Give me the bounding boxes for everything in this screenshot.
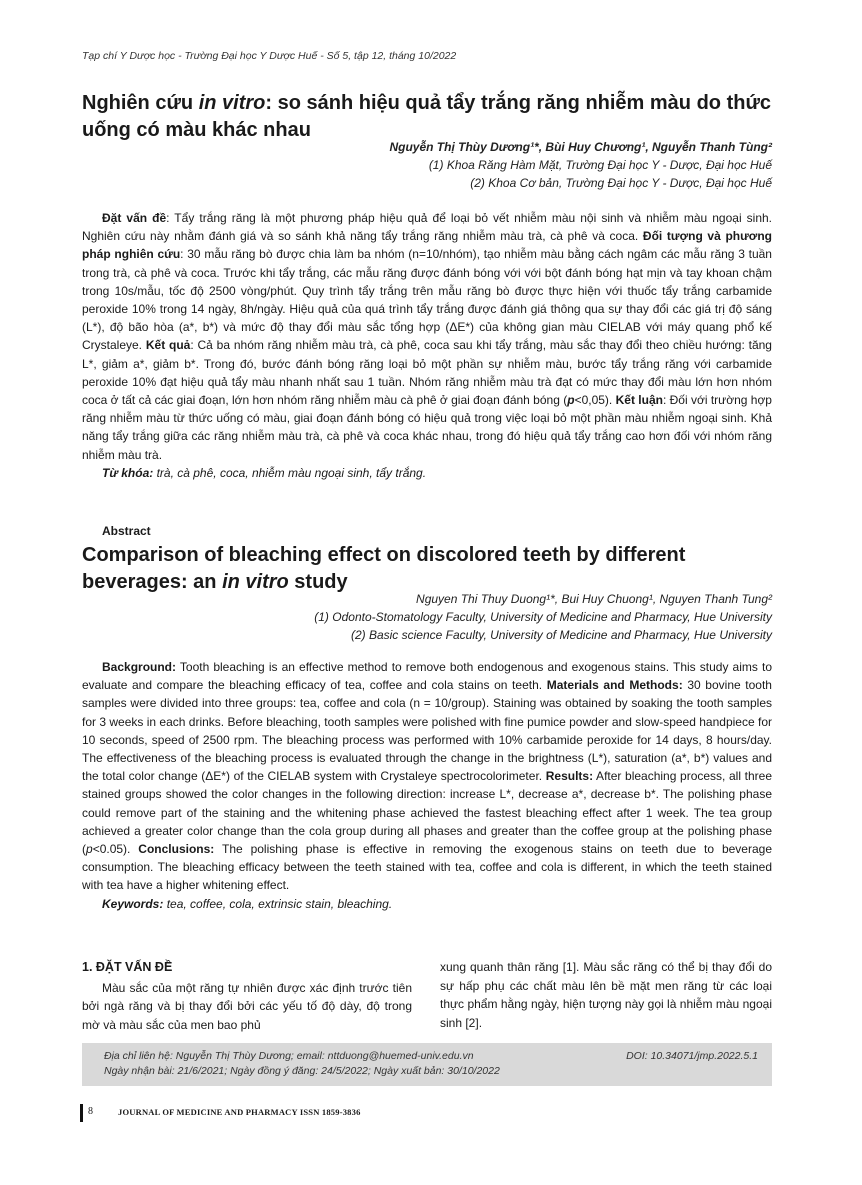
affiliation-vi-2: (2) Khoa Cơ bản, Trường Đại học Y - Dược, Đại học Huế: [470, 176, 772, 190]
affiliation-en-2: (2) Basic science Faculty, University of Medicine and Pharmacy, Hue University: [350, 628, 772, 642]
en-conclusion-label: Conclusions:: [138, 842, 215, 857]
title-vi-part1: Nghiên cứu: [82, 92, 199, 114]
section-1-left-text: Màu sắc của một răng tự nhiên được xác định trước tiên bởi ngà răng và bị thay đổi bởi các yếu tố độ dày, độ trong mờ và màu sắc của men bao phủ: [82, 980, 412, 1032]
en-conclusion-text: The polishing phase is effective in removing the exogenous stains on teeth due to beverage consumption. The bleaching efficacy between the teeth stained with tea, coffee and cola is different, in which the teeth stained with tea have a higher whitening effect.: [82, 842, 772, 893]
vi-conclusion-label: Kết luận: [615, 393, 663, 408]
vi-results-label: Kết quả: [145, 338, 191, 353]
en-background-label: Background:: [102, 660, 177, 674]
vi-methods-text: : 30 mẫu răng bò được chia làm ba nhóm (n=10/nhóm), tạo nhiễm màu bằng cách ngâm các mẫu răng 3 tuần trong trà, cà phê và coca. Trước khi tẩy trắng, các mẫu răng được đánh bóng với với bột đánh bóng hạt mịn và tay khoan chậm trong 10s/mẫu, tốc độ 2500 vòng/phút. Quy trình tẩy trắng trên mẫu răng bò được thực hiện với thuốc tẩy trắng carbamide peroxide 10% trong 14 ngày, 8h/ngày. Hiệu quả của quá trình tẩy trắng được đánh giá thông qua sự thay đổi các giá trị độ sáng (L*), độ bão hòa (a*, b*) và mức độ thay đổi màu sắc tổng hợp (ΔE*) của không gian màu CIELAB với máy quang phổ kế Crystaleye.: [82, 247, 772, 353]
keywords-en-text: tea, coffee, cola, extrinsic stain, bleaching.: [163, 896, 393, 911]
en-results-text: After bleaching process, all three stained groups showed the color changes in the following direction: increase L*, decrease a*, decrease b*. The polishing phase could remove part of the staining and the whitening phase achieved the fastest bleaching effect after 1 week. The tea group achieved a greater color change than the cola group during all phases and greater than the coffee group at the polishing phase (: [82, 769, 772, 857]
keywords-vi-label: Từ khóa:: [102, 465, 154, 480]
title-en-part2: study: [288, 571, 348, 593]
en-p-value: <0.05).: [92, 842, 131, 857]
abstract-vi-body: [82, 209, 772, 464]
title-english: [82, 542, 782, 596]
vi-conclusion-text: : Đối với trường hợp răng nhiễm màu từ thức uống có màu, giai đoạn đánh bóng có hiệu quả trong việc loại bỏ một phần màu nhiễm ngoại sinh. Khả năng tẩy trắng giữa các răng nhiễm màu trà, cà phê và coca khác nhau, trong đó hiệu quả tẩy trắng cao hơn đối với nhóm răng nhiễm màu trà.: [82, 393, 772, 462]
title-vi-part2: : so sánh hiệu quả tẩy trắng răng nhiễm màu do thức uống có màu khác nhau: [82, 92, 772, 141]
section-1-heading: 1. ĐẶT VẤN ĐỀ: [82, 960, 173, 974]
authors-vi-block: [152, 138, 772, 192]
body-column-left: [82, 958, 412, 1034]
en-methods-text: 30 bovine tooth samples were divided into three groups: tea, coffee and cola (n = 10/group). Staining was obtained by soaking the tooth samples for 3 weeks in each drinks. Before bleaching, tooth samples were polished with fine pumice powder and slow-speed handpiece for 10 seconds, speed of 2500 rpm. The bleaching process was performed with 10% carbamide peroxide for 14 days, 8 hours/day. The effectiveness of the bleaching process is evaluated through the change in the brightness (L*), saturation (a*, b*) values and the total color change (ΔE*) of the CIELAB system with Crystaleye spectrocolorimeter.: [82, 678, 772, 784]
keywords-vi-text: trà, cà phê, coca, nhiễm màu ngoại sinh, tẩy trắng.: [153, 465, 427, 480]
keywords-vi: [82, 464, 772, 482]
body-column-right: [440, 958, 772, 1032]
authors-vi: Nguyễn Thị Thùy Dương¹*, Bùi Huy Chương¹, Nguyễn Thanh Tùng²: [389, 140, 772, 154]
vi-p-value: <0,05).: [574, 393, 613, 408]
en-results-label: Results:: [545, 769, 594, 784]
vi-background-label: Đặt vấn đề: [102, 211, 167, 225]
section-1-right-text: xung quanh thân răng [1]. Màu sắc răng có thể bị thay đổi do sự hấp phụ các chất màu lên bề mặt men răng từ các loại thực phẩm hằng ngày, hiện tượng này gọi là nhiễm màu ngoại sinh [2].: [440, 960, 772, 1030]
en-background-text: Tooth bleaching is an effective method to remove both endogenous and exogenous stains. This study aims to evaluate and compare the bleaching efficacy of tea, coffee and cola stains on teeth.: [82, 660, 772, 693]
authors-en: Nguyen Thi Thuy Duong¹*, Bui Huy Chuong¹, Nguyen Thanh Tung²: [416, 592, 772, 606]
title-en-italic: in vitro: [222, 571, 289, 593]
vi-background-text: : Tẩy trắng răng là một phương pháp hiệu quả để loại bỏ vết nhiễm màu nội sinh và nhiễm màu ngoại sinh. Nghiên cứu này nhằm đánh giá và so sánh khả năng tẩy trắng răng nhiễm màu trà, cà phê và coca.: [82, 211, 773, 244]
footer-journal-name: JOURNAL OF MEDICINE AND PHARMACY ISSN 1859-3836: [118, 1107, 361, 1117]
keywords-en-label: Keywords:: [102, 896, 164, 911]
affiliation-en-1: (1) Odonto-Stomatology Faculty, University of Medicine and Pharmacy, Hue University: [314, 610, 772, 624]
keywords-en: [82, 895, 772, 913]
vi-methods-label: Đối tượng và phương pháp nghiên cứu: [82, 229, 772, 262]
abstract-en-body: [82, 658, 772, 895]
contact-info-box: [82, 1043, 772, 1086]
title-en-part1: Comparison of bleaching effect on discolored teeth by different beverages: an: [82, 544, 686, 593]
footer-bar: [80, 1104, 83, 1122]
en-p-label: p: [86, 842, 93, 857]
journal-header: Tạp chí Y Dược học - Trường Đại học Y Dược Huế - Số 5, tập 12, tháng 10/2022: [82, 50, 457, 62]
vi-results-text: : Cả ba nhóm răng nhiễm màu trà, cà phê, coca sau khi tẩy trắng, màu sắc thay đổi theo chiều hướng: tăng L*, giảm a*, giảm b*. Trong đó, bước đánh bóng răng loại bỏ một phần sự nhiễm màu, bước tẩy trắng răng với carbamide peroxide 10% đạt hiệu quả tẩy màu nhanh nhất sau 1 tuần. Nhóm răng nhiễm màu trà đạt có mức thay đổi màu lớn hơn nhóm coca ở tất cả các giai đoạn, lớn hơn nhóm răng nhiễm màu cà phê ở giai đoạn đánh bóng (: [82, 338, 772, 408]
abstract-heading: Abstract: [102, 524, 151, 538]
affiliation-vi-1: (1) Khoa Răng Hàm Mặt, Trường Đại học Y - Dược, Đại học Huế: [428, 158, 772, 172]
publication-dates: Ngày nhận bài: 21/6/2021; Ngày đồng ý đăng: 24/5/2022; Ngày xuất bản: 30/10/2022: [104, 1065, 500, 1077]
contact-address: Địa chỉ liên hệ: Nguyễn Thị Thùy Dương; email: nttduong@huemed-univ.edu.vn: [104, 1050, 474, 1062]
abstract-vietnamese: [82, 209, 772, 482]
abstract-english: [82, 658, 772, 913]
vi-p-label: p: [567, 393, 575, 408]
title-vietnamese: [82, 90, 782, 144]
doi-text: DOI: 10.34071/jmp.2022.5.1: [626, 1050, 758, 1062]
page-number: 8: [88, 1106, 93, 1117]
en-methods-label: Materials and Methods:: [546, 678, 683, 693]
authors-en-block: [152, 590, 772, 644]
title-vi-italic: in vitro: [198, 92, 266, 114]
